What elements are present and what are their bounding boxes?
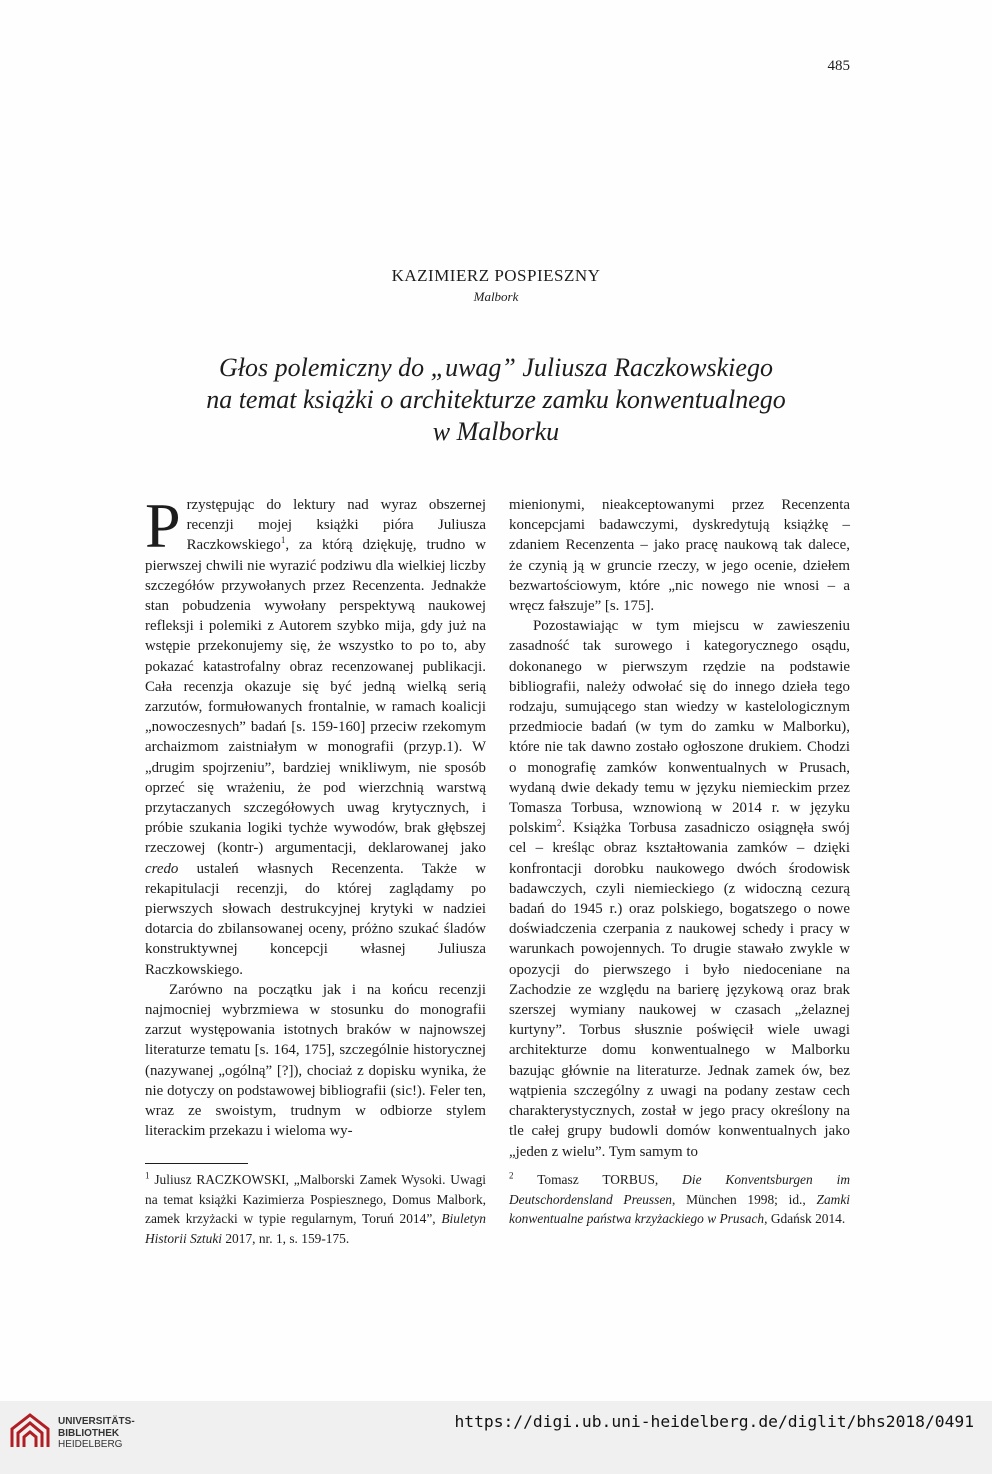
title-line-1: Głos polemiczny do „uwag” Juliusza Raczkowskiego [219, 353, 773, 382]
footnote-ref-1[interactable]: 1 [280, 535, 286, 546]
text-run: , München 1998; id., [671, 1191, 817, 1207]
right-paragraph-2 [509, 616, 850, 1161]
text-run: rzystępując do lektury nad wyraz obszernej recenzji mojej książki pióra Juliusza Raczkowskiego [186, 497, 486, 554]
right-column [509, 495, 850, 1162]
title-line-3: w Malborku [432, 417, 560, 446]
text-run: , za którą dziękuję, trudno w pierwszej chwili nie wyrazić podziwu dla wielkiej liczby szczegółów przywołanych przez Recenzenta. Jednakże stan pobudzenia wywołany perspektywą naukowej refleksji i polemiki z Autorem szybko mija, gdy już na wstępie przekonujemy się, że wszystko to po to, aby pokazać katastrofalny obraz recenzowanej publikacji. Cała recenzja okazuje się być jedną wielką serią zarzutów, formułowanych frontalnie, w ramach koalicji „nowoczesnych” badań [s. 159-160] przeciw rzekomym archaizmom zaistniałym w monografii (przyp.1). W „drugim spojrzeniu”, bardziej wnikliwym, nie sposób oprzeć się wrażeniu, że pod wierzchnią warstwą przytaczanych szczegółowych uwag krytycznych, i próbie szukania logiki tychże wywodów, brak głębszej rzeczowej (kontr-) argumentacji, deklarowanej jako [145, 537, 486, 857]
left-paragraph-1 [145, 490, 486, 980]
drop-cap: P [145, 490, 181, 561]
library-logo-icon [8, 1411, 52, 1451]
author-affiliation: Malbork [473, 289, 519, 304]
logo-line: HEIDELBERG [58, 1439, 123, 1450]
book-title: Zamki konwentualne państwa krzyżackiego w Prusach [509, 1191, 850, 1226]
text-run: Juliusz RACZKOWSKI, „Malborski Zamek Wysoki. Uwagi na temat książki Kazimierza Pospiesznego, Domus Malbork, zamek krzyżacki w typie regularnym, Toruń 2014”, [145, 1172, 486, 1226]
footnote-number: 1 [145, 1170, 150, 1181]
footnote-ref-2[interactable]: 2 [557, 818, 562, 829]
page-number: 485 [827, 58, 850, 74]
left-column [145, 490, 486, 1142]
footnote-1 [145, 1170, 486, 1248]
source-url[interactable]: https://digi.ub.uni-heidelberg.de/diglit/bhs2018/0491 [454, 1412, 974, 1431]
italic-term: credo [145, 860, 179, 877]
left-paragraph-2: Zarówno na początku jak i na końcu recenzji najmocniej wybrzmiewa w stosunku do monografii zarzut występowania istotnych braków w najnowszej literaturze tematu [s. 164, 175], szczególnie historycznej (nazywanej „ogólną” [?]), chociaż z dopisku wynika, że nie dotyczy on podstawowej bibliografii (sic!). Feler ten, wraz ze swoistym, trudnym w odbiorze stylem literackim przekazu i wieloma wy- [145, 981, 486, 1140]
article-title [100, 352, 892, 448]
logo-line: BIBLIOTHEK [58, 1427, 120, 1439]
book-title: Die Konventsburgen im Deutschordensland Preussen [509, 1172, 851, 1207]
author-name: KAZIMIERZ POSPIESZNY [391, 266, 601, 285]
text-run: Pozostawiając w tym miejscu w zawieszeniu zasadność tak surowego i kategorycznego osądu, dokonanego w pierwszym rzędzie na podstawie bibliografii, należy odwołać się do innego dzieła tego rodzaju, sumującego stan wiedzy w kastelologicznym przedmiocie badań (w tym do zamku w Malborku), które nie tak dawno zostało ogłoszone drukiem. Chodzi o monografię zamków konwentualnych w Prusach, wydaną dwie dekady temu w języku niemieckim przez Tomasza Torbusa, wznowioną w 2014 r. w języku polskim [509, 618, 850, 837]
journal-title: Biuletyn Historii Sztuki [145, 1211, 486, 1246]
text-run: Tomasz TORBUS, [537, 1172, 683, 1187]
right-paragraph-1: mienionymi, nieakceptowanymi przez Recenzenta koncepcjami badawczymi, dyskredytują książkę – zdaniem Recenzenta – jako pracę naukową tak dalece, że czynią ją w gruncie rzeczy, w jego ocenie, dziełem bezwartościowym, które „nic nowego nie wnosi – a wręcz fałszuje” [s. 175]. [509, 497, 850, 615]
footnote-number: 2 [509, 1170, 514, 1181]
text-run: , Gdańsk 2014. [764, 1211, 846, 1226]
text-run: 2017, nr. 1, s. 159-175. [222, 1230, 350, 1246]
library-logo-text [58, 1416, 135, 1451]
text-run: ustaleń własnych Recenzenta. Także w rekapitulacji recenzji, do której zaglądamy po pierwszych słowach destrukcyjnej krytyki w nadziei dotarcia do zbilansowanej oceny, próżno szukać śladów konstruktywnej koncepcji własnej Juliusza Raczkowskiego. [145, 860, 486, 978]
footnote-divider [145, 1163, 248, 1164]
title-line-2: na temat książki o architekturze zamku konwentualnego [206, 385, 786, 414]
footnote-2 [509, 1170, 850, 1229]
logo-line: UNIVERSITÄTS- [58, 1416, 135, 1427]
text-run: . Książka Torbusa zasadniczo osiągnęła swój cel – kreśląc obraz kształtowania zamków – dzięki konfrontacji dorobku naukowego dwóch środowisk badawczych, czyli niemieckiego (z widoczną cezurą badań do 1945 r.) oraz polskiego, bogatszego o nowe doświadczenia czerpania z naukowej schedy i pracy w warunkach powojennych. To drugie stawało zwykle w opozycji do pierwszego i było niedoceniane na Zachodzie ze względu na barierę językową oraz brak szerszej wymiany naukowej w czasach „żelaznej kurtyny”. Torbus słusznie poświęcił wiele uwagi architekturze domu konwentualnego w Malborku bazując głównie na literaturze. Jednak zamek ów, bez wątpienia szczególny z uwagi na podany zestaw cech charakterystycznych, został w jego pracy określony na tle całej grupy budowli domów konwentualnych jako „jeden z wielu”. Tym samym to [509, 820, 850, 1160]
